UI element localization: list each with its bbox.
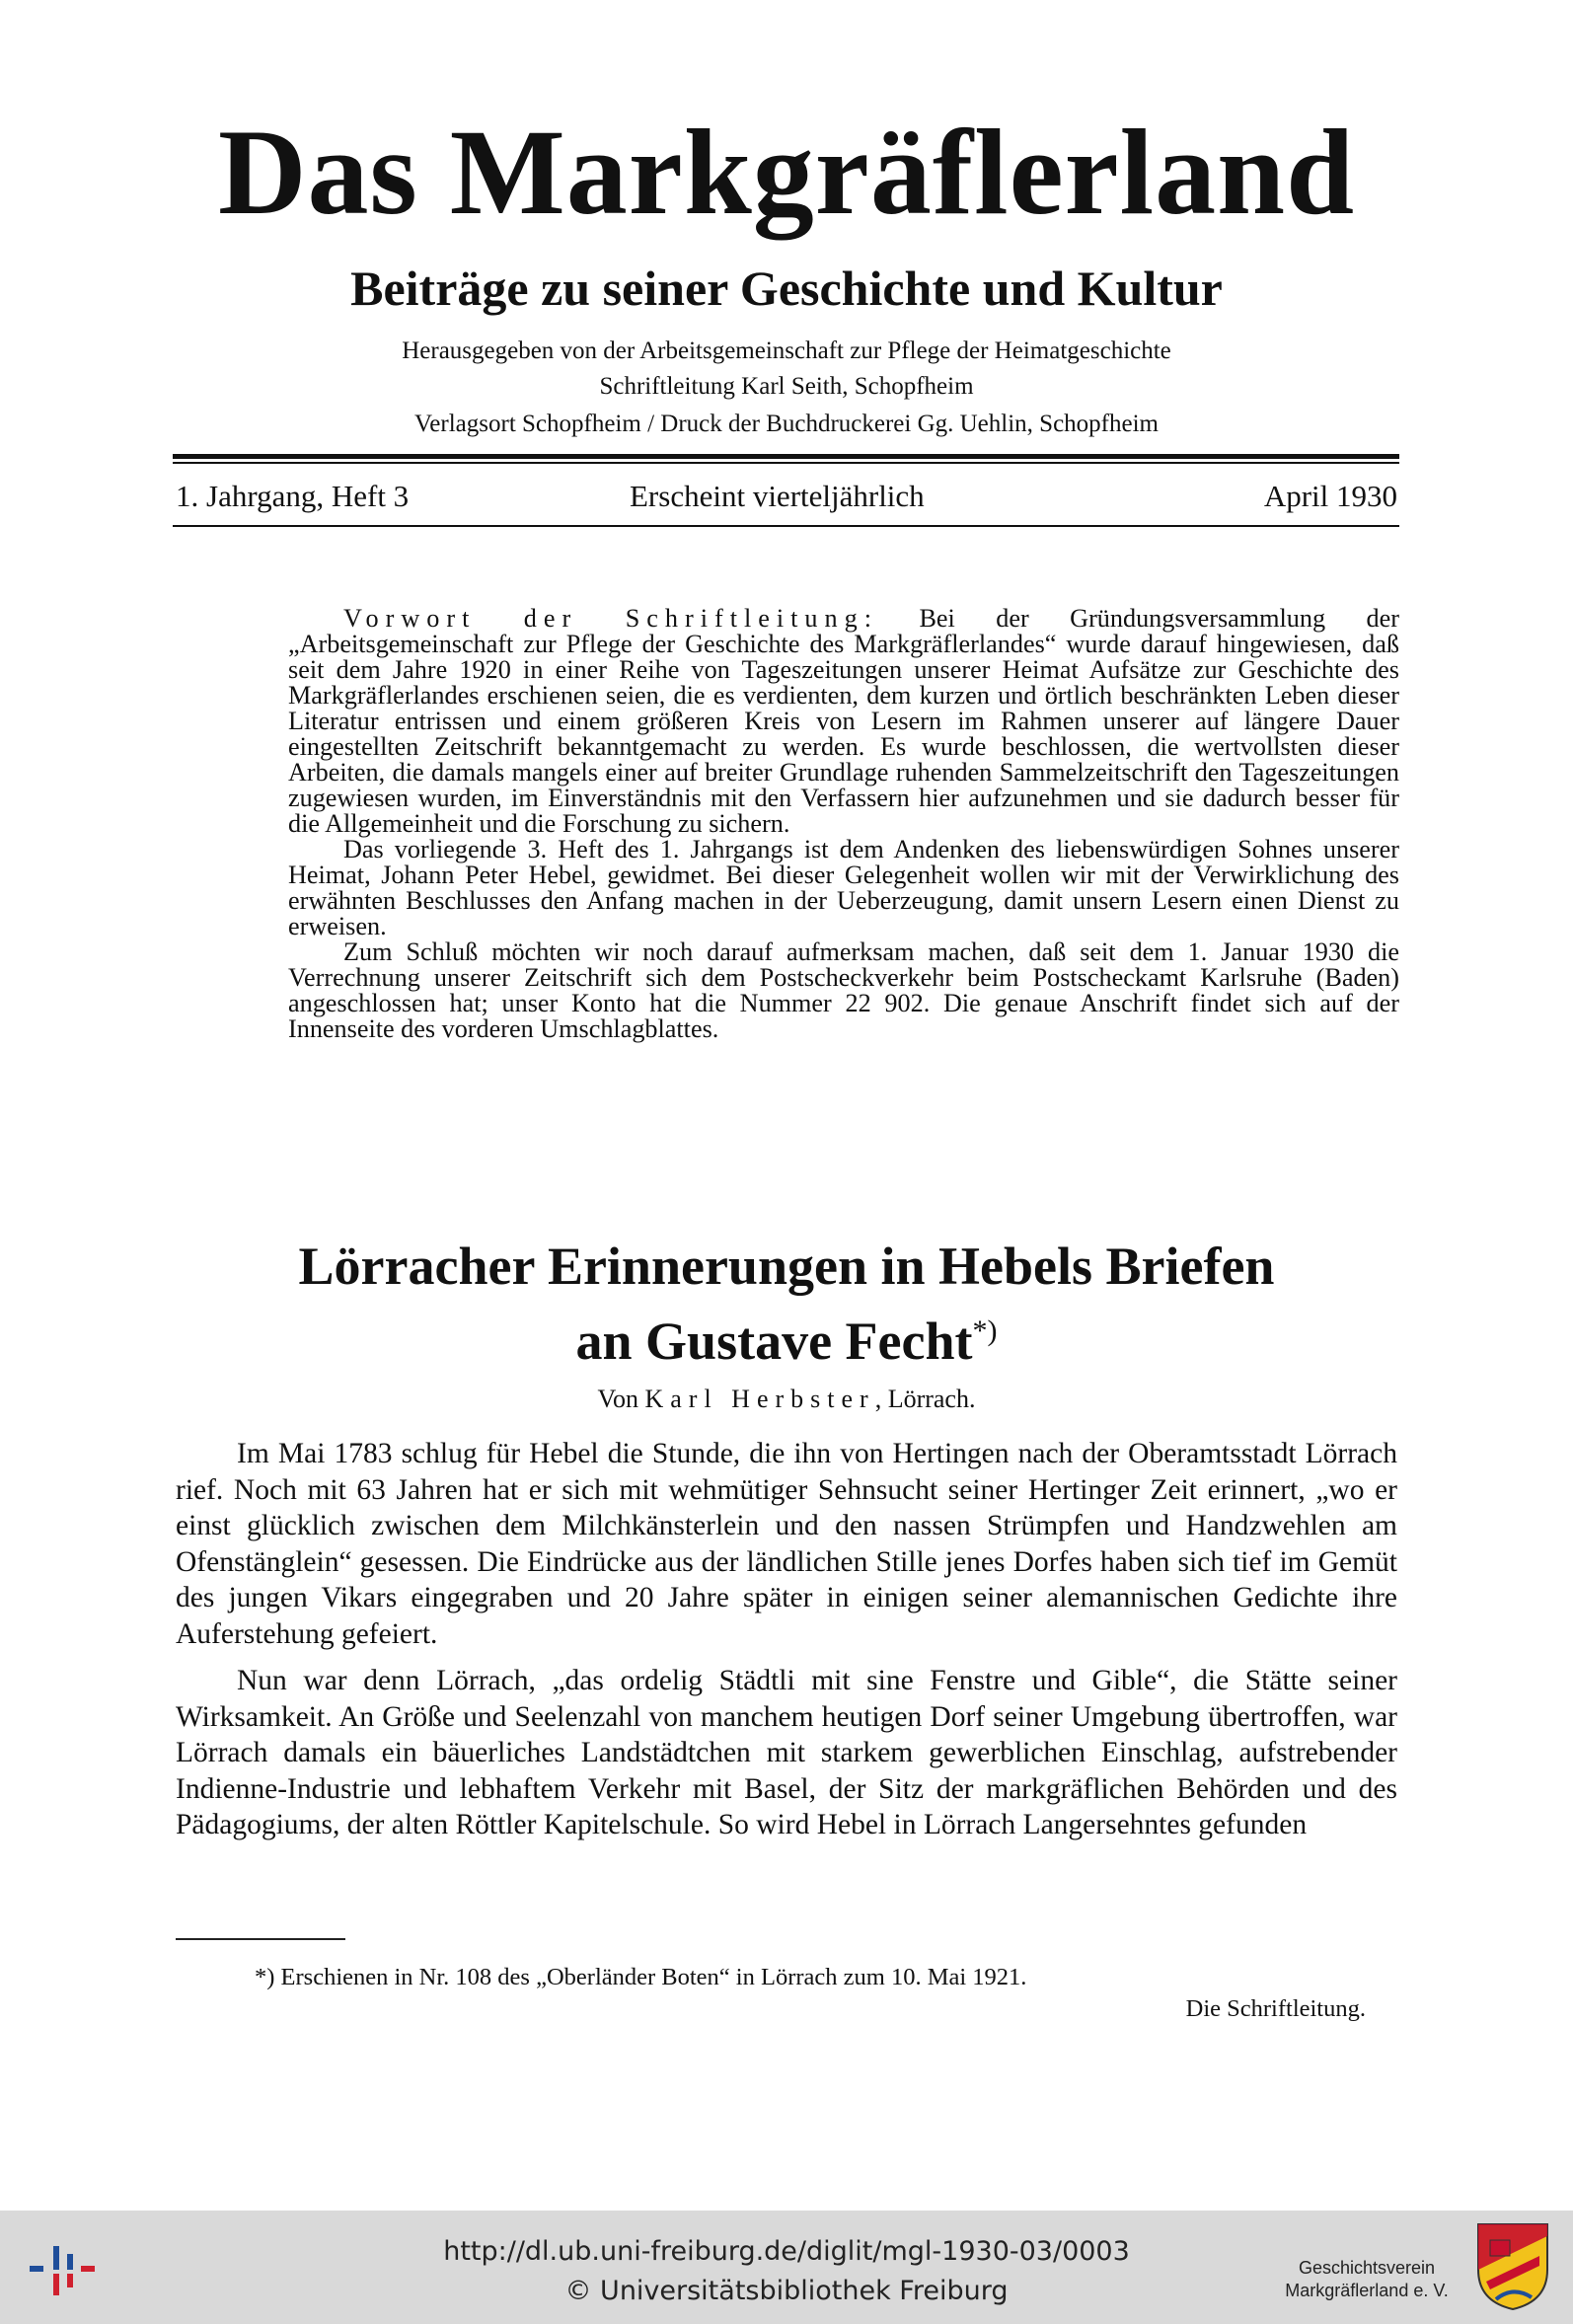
journal-title: Das Markgräflerland: [217, 105, 1356, 240]
article-title-line2: an Gustave Fecht: [575, 1312, 973, 1371]
byline-prefix: Von: [597, 1385, 645, 1413]
issue-info-row: [176, 472, 1397, 521]
preface-text: Bei der Gründungsversammlung der „Arbeitsgemeinschaft zur Pflege der Geschichte des Markgräflerlandes“ wurde darauf hingewiesen, daß seit dem Jahre 1920 in einer Reihe von Tageszeitungen unserer Heimat Aufsätze zur Geschichte des Markgräflerlandes erschienen seien, die es verdienten, dem kurzen und örtlich beschränkten Leben dieser Literatur entrissen und einem größeren Kreis von Lesern im Rahmen unserer auf längere Dauer eingestellten Zeitschrift bekanntgemacht zu werden. Es wurde beschlossen, die wertvollsten dieser Arbeiten, die damals mangels einer auf breiter Grundlage ruhenden Sammelzeitschrift den Tageszeitungen zugewiesen wurden, im Einverständnis mit den Verfassern hier aufzunehmen und sie dadurch besser für die Allgemeinheit und die Forschung zu sichern.: [288, 604, 1399, 838]
footnote-signature: Die Schriftleitung.: [1185, 1995, 1366, 2022]
permalink-url[interactable]: http://dl.ub.uni-freiburg.de/diglit/mgl-1930-03/0003: [443, 2236, 1130, 2267]
issue-frequency: Erscheint vierteljährlich: [630, 479, 925, 513]
article-body: [176, 1436, 1397, 1854]
coat-of-arms-icon: [1476, 2222, 1549, 2311]
preface-block: [288, 606, 1399, 1042]
article-paragraph: Im Mai 1783 schlug für Hebel die Stunde, die ihn von Hertingen nach der Oberamtsstadt Lörrach rief. Noch mit 63 Jahren hat er sich mit wehmütiger Sehnsucht seiner Hertinger Zeit erinnert, „wo er einst glücklich zwischen dem Milchkänsterlein und den nassen Strümpfen und Handzwehlen am Ofenstänglein“ gesessen. Die Eindrücke aus der ländlichen Stille jenes Dorfes haben sich tief im Gemüt des jungen Vikars eingegraben und 20 Jahre später in einigen seiner alemannischen Gedichte ihre Auferstehung gefeiert.: [176, 1438, 1397, 1650]
print-line: Verlagsort Schopfheim / Druck der Buchdruckerei Gg. Uehlin, Schopfheim: [414, 411, 1159, 437]
byline: [0, 1382, 1573, 1417]
masthead-rule-top-thin: [173, 462, 1399, 464]
issue-rule-bottom: [173, 525, 1399, 527]
footnote-marker: *): [972, 1314, 998, 1347]
copyright-notice: © Universitätsbibliothek Freiburg: [564, 2276, 1009, 2306]
society-name-line2: Markgräflerland e. V.: [1285, 2281, 1449, 2300]
preface-paragraph: Das vorliegende 3. Heft des 1. Jahrgangs ist dem Andenken des liebenswürdigen Sohnes unserer Heimat, Johann Peter Hebel, gewidmet. Bei dieser Gelegenheit wollen wir mit der Verwirklichung des erwähnten Beschlusses den Anfang machen in der Ueberzeugung, damit unsern Lesern einen Dienst zu erweisen.: [288, 835, 1399, 940]
society-name: [1253, 2257, 1480, 2302]
footnote-text: *) Erschienen in Nr. 108 des „Oberländer Boten“ in Lörrach zum 10. Mai 1921.: [255, 1964, 1027, 1990]
issue-volume: 1. Jahrgang, Heft 3: [176, 479, 410, 513]
footer-bar: [0, 2211, 1573, 2324]
byline-suffix: , Lörrach.: [874, 1385, 976, 1413]
footnote-rule: [176, 1938, 345, 1940]
masthead-rule-top: [173, 454, 1399, 459]
journal-subtitle: Beiträge zu seiner Geschichte und Kultur: [350, 261, 1223, 316]
preface-paragraph: [288, 606, 1399, 837]
publisher-line: Herausgegeben von der Arbeitsgemeinschaft zur Pflege der Heimatgeschichte: [402, 337, 1171, 364]
preface-paragraph: Zum Schluß möchten wir noch darauf aufmerksam machen, daß seit dem 1. Januar 1930 die Verrechnung unserer Zeitschrift sich dem Postscheckverkehr beim Postscheckamt Karlsruhe (Baden) angeschlossen hat; unser Konto hat die Nummer 22 902. Die genaue Anschrift findet sich auf der Innenseite des vorderen Umschlagblattes.: [288, 937, 1399, 1043]
article-title: [0, 1234, 1573, 1374]
issue-date: April 1930: [1263, 479, 1397, 513]
society-name-line1: Geschichtsverein: [1298, 2258, 1436, 2278]
article-paragraph: Nun war denn Lörrach, „das ordelig Städtli mit sine Fenstre und Gible“, die Stätte seiner Wirksamkeit. An Größe und Seelenzahl von manchem heutigen Dorf seiner Umgebung übertroffen, war Lörrach damals ein bäuerliches Landstädtchen mit starkem gewerblichen Einschlag, aufstrebender Indienne-Industrie und lebhaftem Verkehr mit Basel, der Sitz der markgräflichen Behörden und des Pädagogiums, der alten Röttler Kapitelschule. So wird Hebel in Lörrach Langersehntes gefunden: [176, 1665, 1397, 1840]
article-title-line1: Lörracher Erinnerungen in Hebels Briefen: [298, 1237, 1275, 1296]
preface-label: Vorwort der Schriftleitung:: [343, 604, 878, 633]
footnote: [176, 1962, 1397, 2025]
author-name: Karl Herbster: [644, 1385, 875, 1413]
editor-line: Schriftleitung Karl Seith, Schopfheim: [599, 373, 974, 400]
